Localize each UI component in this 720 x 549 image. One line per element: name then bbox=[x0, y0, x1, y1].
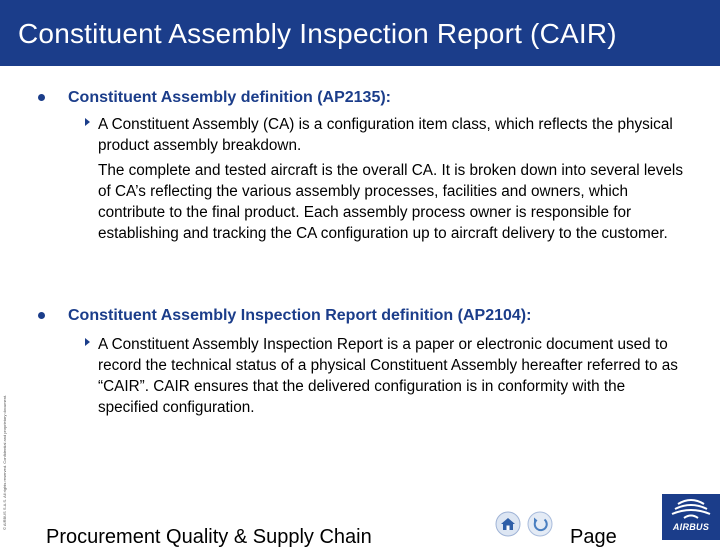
copyright-note: © AIRBUS S.A.S. All rights reserved. Confidential and proprietary document. bbox=[2, 394, 7, 530]
home-icon[interactable] bbox=[495, 511, 521, 537]
bullet-dot-icon bbox=[38, 94, 45, 101]
section-heading: Constituent Assembly Inspection Report definition (AP2104): bbox=[68, 307, 532, 324]
airbus-logo bbox=[662, 494, 720, 540]
footer-department: Procurement Quality & Supply Chain bbox=[46, 526, 372, 548]
bullet-triangle-icon bbox=[85, 338, 90, 346]
title-bar bbox=[0, 0, 720, 66]
section-heading: Constituent Assembly definition (AP2135): bbox=[68, 89, 391, 106]
bullet-triangle-icon bbox=[85, 118, 90, 126]
logo-text: AIRBUS bbox=[672, 522, 710, 532]
paragraph: A Constituent Assembly (CA) is a configuration item class, which reflects the physical product assembly breakdown. bbox=[98, 116, 673, 154]
back-icon[interactable] bbox=[527, 511, 553, 537]
page-title: Constituent Assembly Inspection Report (CAIR) bbox=[18, 18, 617, 49]
paragraph: A Constituent Assembly Inspection Report is a paper or electronic document used to record the technical status of a physical Constituent Assembly hereafter referred to as “CAIR”. CAIR ensures that the delivered configuration is in conformity with the specified configuration. bbox=[98, 336, 678, 416]
page-label: Page bbox=[570, 526, 617, 548]
logo-emblem-icon bbox=[662, 494, 720, 524]
bullet-dot-icon bbox=[38, 312, 45, 319]
paragraph: The complete and tested aircraft is the overall CA. It is broken down into several levels of CA’s reflecting the various assembly processes, facilities and owners, which contribute to the final product. Each assembly process owner is responsible for establishing and tracking the CA configuration up to aircraft delivery to the customer. bbox=[98, 162, 683, 242]
